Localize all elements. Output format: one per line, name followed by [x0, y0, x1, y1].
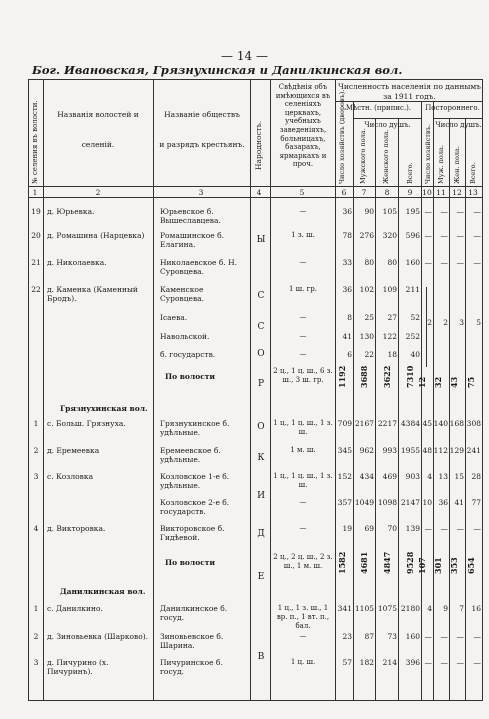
cell-t: 2147 — [400, 498, 420, 507]
cell-hh: 33 — [342, 258, 352, 267]
cell-hh: 152 — [337, 472, 352, 481]
cell-hh2: 48 — [422, 446, 432, 455]
cell-t2: — — [473, 658, 481, 667]
header-female: Женского пола. — [382, 129, 390, 184]
cell-hh2: 2 — [427, 318, 432, 327]
total-m: 3688 — [359, 365, 369, 388]
cell-f2: — — [456, 632, 464, 641]
total-m2: 32 — [433, 376, 443, 388]
society-name: Грязнухинское б. удѣльные. — [160, 419, 230, 437]
society-name: Пичуринское б. госуд. — [160, 658, 223, 676]
total-hh: 1192 — [337, 365, 347, 388]
header-households-foreign: Число хозяйствъ. — [424, 124, 432, 184]
column-number: 4 — [256, 188, 262, 197]
row-number: 21 — [31, 258, 41, 267]
nationality-letter: Р — [257, 379, 265, 389]
cell-hh: 19 — [342, 524, 352, 533]
society-name: Каменское Суровцева. — [160, 285, 205, 303]
header-souls-local: Число душъ. — [364, 121, 411, 129]
cell-t2: 28 — [471, 472, 481, 481]
cell-m: 69 — [364, 524, 374, 533]
cell-m: 962 — [359, 446, 374, 455]
header-village-number: № селения въ волости. — [31, 100, 39, 184]
cell-t2: — — [473, 207, 481, 216]
cell-hh2: — — [424, 258, 432, 267]
cell-f: 122 — [382, 332, 397, 341]
total-hh: 1582 — [337, 551, 347, 574]
society-name: Козловское 1-е б. удѣльные. — [160, 472, 230, 490]
cell-f2: — — [456, 231, 464, 240]
cell-f: 80 — [387, 258, 397, 267]
cell-m2: 140 — [433, 419, 448, 428]
institutions: 1 ц., 1 з. ш., 1 вр. п., 1 вт. п., бал. — [276, 604, 330, 630]
cell-hh2: — — [424, 658, 432, 667]
cell-m2: 13 — [438, 472, 448, 481]
row-number: 19 — [31, 207, 41, 216]
header-society-b: и разрядъ крестьянъ. — [159, 140, 245, 149]
column-number: 5 — [299, 188, 305, 197]
nationality-letter: С — [257, 322, 265, 332]
cell-m: 182 — [359, 658, 374, 667]
settlement-name: д. Еремеевка — [47, 446, 100, 455]
row-number: 22 — [31, 285, 41, 294]
institutions: 1 ш. гр. — [288, 285, 317, 293]
cell-f: 1075 — [377, 604, 397, 613]
cell-t: 396 — [405, 658, 420, 667]
cell-t: 4384 — [400, 419, 420, 428]
settlement-name: с. Козловка — [47, 472, 94, 481]
header-nationality: Народность. — [254, 120, 263, 170]
cell-m: 130 — [359, 332, 374, 341]
row-number: 2 — [33, 632, 39, 641]
cell-hh: 8 — [347, 313, 352, 322]
institutions: — — [299, 498, 307, 506]
total-institutions: 2 ц., 2 ц. ш., 2 з. ш., 1 м. ш. — [273, 553, 333, 570]
cell-m2: 2 — [443, 318, 448, 327]
institutions: — — [299, 313, 307, 321]
header-institutions: Свѣдѣнія объ имѣющихся въ селеніяхъ церквахъ, учебныхъ заведеніяхъ, больницахъ, базарахъ, ярмаркахъ и проч. — [275, 83, 331, 169]
cell-f2: 15 — [454, 472, 464, 481]
cell-m2: — — [440, 632, 448, 641]
settlement-name: д. Юрьевка. — [47, 207, 95, 216]
cell-m: 25 — [364, 313, 374, 322]
settlement-name: д. Викторовка. — [47, 524, 106, 533]
total-f: 3622 — [382, 365, 392, 388]
cell-hh2: — — [424, 632, 432, 641]
cell-f: 18 — [387, 350, 397, 359]
volost-heading-danilkino: Данилкинская вол. — [60, 587, 146, 596]
total-m2: 301 — [433, 557, 443, 574]
total-t2: 75 — [466, 376, 476, 388]
institutions: 1 ц., 1 ц. ш., 1 з. ш. — [273, 419, 333, 436]
cell-m2: — — [440, 258, 448, 267]
total-hh2: 107 — [417, 557, 427, 574]
institutions: — — [299, 350, 307, 358]
cell-hh2: — — [424, 207, 432, 216]
row-number: 4 — [33, 524, 39, 533]
cell-t2: — — [473, 632, 481, 641]
cell-m: 22 — [364, 350, 374, 359]
cell-hh: 78 — [342, 231, 352, 240]
cell-f: 105 — [382, 207, 397, 216]
nationality-letter: С — [257, 291, 265, 301]
society-name: б. государств. — [160, 350, 216, 359]
cell-hh: 357 — [337, 498, 352, 507]
nationality-letter: К — [257, 453, 265, 463]
column-number: 9 — [407, 188, 413, 197]
header-population: Численность населенія по даннымъ за 1911 годъ. — [338, 82, 481, 101]
institutions: 1 ц., 1 ц. ш., 1 з. ш. — [273, 472, 333, 489]
cell-f: 109 — [382, 285, 397, 294]
header-male: Мужского пола. — [359, 128, 367, 184]
colnum-bottom-rule — [28, 197, 483, 198]
row-number: 1 — [33, 604, 39, 613]
total-label: По волости — [165, 372, 215, 381]
cell-t: 596 — [405, 231, 420, 240]
settlement-name: с. Данилкино. — [47, 604, 103, 613]
cell-m: 434 — [359, 472, 374, 481]
total-m: 4681 — [359, 551, 369, 574]
cell-m: 80 — [364, 258, 374, 267]
cell-f: 320 — [382, 231, 397, 240]
society-name: Николаевское б. Н. Суровцева. — [160, 258, 238, 276]
cell-t: 252 — [405, 332, 420, 341]
cell-f: 2217 — [377, 419, 397, 428]
v-rule — [43, 79, 44, 700]
cell-t2: — — [473, 524, 481, 533]
cell-t: 195 — [405, 207, 420, 216]
cell-hh: 709 — [337, 419, 352, 428]
cell-f: 1098 — [377, 498, 397, 507]
cell-t2: 308 — [466, 419, 481, 428]
v-rule — [482, 79, 483, 700]
institutions: — — [299, 258, 307, 266]
cell-f: 469 — [382, 472, 397, 481]
cell-hh: 345 — [337, 446, 352, 455]
cell-hh2: 10 — [422, 498, 432, 507]
column-number: 2 — [95, 188, 101, 197]
cell-t: 160 — [405, 258, 420, 267]
cell-t2: 16 — [471, 604, 481, 613]
total-f2: 43 — [449, 376, 459, 388]
total-hh2: 12 — [417, 376, 427, 388]
cell-hh: 36 — [342, 207, 352, 216]
society-name: Навольской. — [160, 332, 210, 341]
cell-f2: 3 — [459, 318, 464, 327]
total-label: По волости — [165, 558, 215, 567]
cell-t: 211 — [405, 285, 420, 294]
total-f: 4847 — [382, 551, 392, 574]
cell-f: 70 — [387, 524, 397, 533]
cell-t: 160 — [405, 632, 420, 641]
header-bottom-rule — [28, 186, 483, 187]
cell-hh: 6 — [347, 350, 352, 359]
header-total: Всего. — [406, 162, 414, 184]
total-f2: 353 — [449, 557, 459, 574]
row-number: 3 — [33, 658, 39, 667]
v-rule — [250, 79, 251, 700]
row-number: 3 — [33, 472, 39, 481]
society-name: Викторовское б. Гидѣевой. — [160, 524, 225, 542]
cell-hh2: — — [424, 231, 432, 240]
settlement-name: д. Зиновьевка (Шарково). — [47, 632, 149, 641]
column-number: 11 — [436, 188, 446, 197]
cell-f: 214 — [382, 658, 397, 667]
cell-m2: 112 — [433, 446, 448, 455]
nationality-letter: И — [257, 491, 265, 501]
society-name: Ромашинское б. Елагина. — [160, 231, 224, 249]
cell-f2: 168 — [449, 419, 464, 428]
total-institutions: 2 ц., 1 ц. ш., 6 з. ш., 3 ш. гр. — [273, 367, 333, 384]
society-name: Юрьевское б. Вышеславцева. — [160, 207, 221, 225]
row-number: 20 — [31, 231, 41, 240]
cell-f2: 41 — [454, 498, 464, 507]
column-number: 3 — [198, 188, 204, 197]
cell-t: 1955 — [400, 446, 420, 455]
society-name: Еремеевское б. удѣльные. — [160, 446, 221, 464]
society-name: Зиновьевское б. Шарина. — [160, 632, 224, 650]
page-number: — 14 — — [221, 49, 268, 63]
cell-f2: — — [456, 524, 464, 533]
society-name: Данилкинское б. госуд. — [160, 604, 228, 622]
nationality-letter: Е — [257, 572, 265, 582]
column-number: 7 — [361, 188, 367, 197]
cell-m2: — — [440, 524, 448, 533]
page-title: Бог. Ивановская, Грязнухинская и Данилкинская вол. — [32, 63, 403, 77]
cell-f: 27 — [387, 313, 397, 322]
cell-m: 276 — [359, 231, 374, 240]
cell-hh2: 4 — [427, 472, 432, 481]
header-society-a: Названіе обществъ — [164, 110, 240, 119]
header-households: Число хозяйствъ (дворовъ). — [338, 89, 346, 184]
header-names-b: селеній. — [81, 140, 115, 149]
nationality-letter: Ы — [256, 235, 266, 245]
cell-f: 993 — [382, 446, 397, 455]
row-number: 1 — [33, 419, 39, 428]
total-t2: 654 — [466, 557, 476, 574]
cell-m: 2167 — [354, 419, 374, 428]
volost-heading-gryaznukha: Грязнухинская вол. — [60, 404, 148, 413]
foreign-souls-rule — [433, 118, 483, 119]
cell-f2: — — [456, 658, 464, 667]
total-t: 7310 — [405, 365, 415, 388]
cell-hh2: — — [424, 524, 432, 533]
cell-m: 1049 — [354, 498, 374, 507]
header-total-foreign: Всего. — [469, 162, 477, 184]
institutions: — — [299, 632, 307, 640]
local-souls-rule — [353, 118, 421, 119]
cell-hh: 57 — [342, 658, 352, 667]
v-rule — [153, 79, 154, 700]
settlement-name: д. Каменка (Каменный Бродъ). — [47, 285, 138, 303]
column-number: 6 — [341, 188, 347, 197]
institutions: — — [299, 524, 307, 532]
society-name: Козловское 2-е б. государств. — [160, 498, 230, 516]
column-number: 8 — [384, 188, 390, 197]
cell-hh2: 45 — [422, 419, 432, 428]
cell-hh: 41 — [342, 332, 352, 341]
institutions: 1 ц. ш. — [290, 658, 316, 666]
cell-t: 139 — [405, 524, 420, 533]
row-number: 2 — [33, 446, 39, 455]
cell-f2: — — [456, 207, 464, 216]
institutions: — — [299, 207, 307, 215]
cell-m2: — — [440, 658, 448, 667]
cell-f2: — — [456, 258, 464, 267]
cell-hh: 341 — [337, 604, 352, 613]
total-t: 9528 — [405, 551, 415, 574]
cell-t2: 77 — [471, 498, 481, 507]
cell-m: 87 — [364, 632, 374, 641]
cell-t2: — — [473, 258, 481, 267]
header-male-foreign: Муж. пола. — [437, 145, 445, 184]
cell-m2: 36 — [438, 498, 448, 507]
nationality-letter: В — [257, 652, 265, 662]
brace — [426, 287, 427, 367]
cell-t2: 5 — [476, 318, 481, 327]
table-top-rule — [28, 79, 483, 80]
table-bottom-rule — [28, 700, 483, 701]
settlement-name: с. Больш. Грязнуха. — [47, 419, 126, 428]
settlement-name: д. Пичурино (х. Пичуринъ). — [47, 658, 109, 676]
cell-t: 903 — [405, 472, 420, 481]
institutions: 1 м. ш. — [290, 446, 316, 454]
column-number: 10 — [422, 188, 432, 197]
cell-hh: 36 — [342, 285, 352, 294]
cell-f: 73 — [387, 632, 397, 641]
cell-t: 2180 — [400, 604, 420, 613]
cell-m2: — — [440, 207, 448, 216]
cell-m: 102 — [359, 285, 374, 294]
header-names-a: Названія волостей и — [57, 110, 139, 119]
column-number: 12 — [452, 188, 462, 197]
cell-t: 52 — [410, 313, 420, 322]
institutions: — — [299, 332, 307, 340]
pop-sub-rule — [335, 101, 483, 102]
header-foreign: Постороннего. — [425, 104, 480, 112]
nationality-letter: Д — [257, 529, 265, 539]
column-number: 1 — [32, 188, 38, 197]
society-name: Ісаева. — [160, 313, 188, 322]
cell-m: 1105 — [354, 604, 374, 613]
column-number: 13 — [468, 188, 478, 197]
settlement-name: д. Николаевка. — [47, 258, 107, 267]
settlement-name: д. Ромашина (Нарцевка) — [47, 231, 145, 240]
cell-t2: 241 — [466, 446, 481, 455]
cell-m: 90 — [364, 207, 374, 216]
cell-t2: — — [473, 231, 481, 240]
cell-f2: 7 — [459, 604, 464, 613]
header-female-foreign: Жен. пола. — [453, 146, 461, 184]
cell-m2: — — [440, 231, 448, 240]
v-rule — [270, 79, 271, 700]
cell-hh2: 4 — [427, 604, 432, 613]
header-local: Мѣстн. (припис.). — [345, 104, 412, 112]
nationality-letter: О — [257, 349, 265, 359]
cell-hh: 23 — [342, 632, 352, 641]
institutions: 1 з. ш. — [291, 231, 315, 239]
header-souls-foreign: Число душъ. — [435, 121, 482, 129]
cell-m2: 9 — [443, 604, 448, 613]
cell-f2: 129 — [449, 446, 464, 455]
nationality-letter: О — [257, 422, 265, 432]
cell-t: 40 — [410, 350, 420, 359]
